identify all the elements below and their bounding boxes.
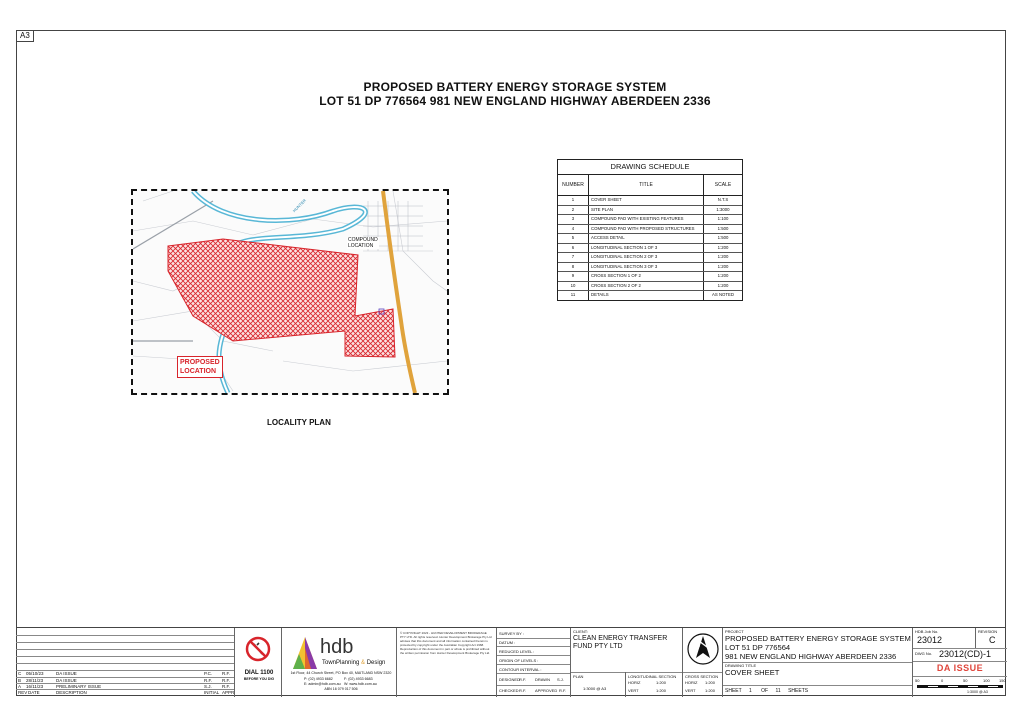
approved-label: APPROVED xyxy=(535,688,558,693)
schedule-cell-number: 2 xyxy=(558,205,589,215)
scale-tick-2: 50 xyxy=(963,678,968,683)
dial-line-2: BEFORE YOU DIG xyxy=(243,677,275,681)
schedule-cell-number: 9 xyxy=(558,272,589,282)
schedule-col-number: NUMBER xyxy=(558,175,589,196)
schedule-row xyxy=(558,262,742,272)
dial-line-1: DIAL 1100 xyxy=(244,670,274,676)
schedule-cell-title: COVER SHEET xyxy=(589,196,704,206)
long-vert-label: VERT xyxy=(628,688,639,693)
revision-value: C xyxy=(989,635,996,645)
drawing-title-label: DRAWING TITLE xyxy=(725,663,757,668)
job-block xyxy=(912,628,1006,697)
schedule-cell-title: DETAILS xyxy=(589,291,704,300)
survey-by-label: SURVEY BY : xyxy=(499,631,524,636)
revision-appr: R.F. xyxy=(222,671,231,676)
new-england-highway xyxy=(383,191,415,393)
revision-table xyxy=(16,628,234,697)
cross-vert-value: 1:200 xyxy=(705,688,716,693)
schedule-col-title: TITLE xyxy=(589,175,704,196)
schedule-cell-number: 6 xyxy=(558,243,589,253)
revision-desc: PRELIMINARY ISSUE xyxy=(56,684,102,689)
scale-tick-1: 0 xyxy=(941,678,944,683)
rev-col-initial: INITIAL xyxy=(204,690,220,695)
schedule-cell-scale: 1:500 xyxy=(704,234,743,244)
dwg-no-label: DWG No. xyxy=(915,651,933,656)
plan-scale-value: 1:3000 @ A3 xyxy=(583,686,607,691)
sheets-label: SHEETS xyxy=(788,688,809,694)
company-address: 1st Floor, 44 Church Street, PO Box 40, MAITLAND NSW 2320 xyxy=(290,671,392,675)
schedule-cell-title: CROSS SECTION 1 OF 2 xyxy=(589,272,704,282)
of-label: OF xyxy=(761,688,769,694)
dwg-no-value: 23012(CD)-1 xyxy=(939,649,992,659)
revision-date: 16/11/23 xyxy=(26,684,44,689)
river-label: HUNTER xyxy=(291,197,307,214)
compound-location-label xyxy=(347,237,379,249)
schedule-row xyxy=(558,224,742,234)
company-fax: F: (02) 4933 6683 xyxy=(344,677,373,681)
drawn-label: DRAWN xyxy=(535,677,550,682)
drawn-value: S.J. xyxy=(557,677,564,682)
cross-section-label: CROSS SECTION xyxy=(685,674,719,679)
schedule-heading: DRAWING SCHEDULE xyxy=(558,160,742,175)
schedule-row xyxy=(558,253,742,263)
company-email: E: admin@hdb.com.au xyxy=(304,682,341,686)
schedule-row xyxy=(558,281,742,291)
schedule-row xyxy=(558,234,742,244)
north-arrow-block xyxy=(682,628,722,697)
schedule-cell-scale: 1:200 xyxy=(704,253,743,263)
revision-initial: P.C. xyxy=(204,671,213,676)
cross-horiz-label: HORIZ xyxy=(685,680,698,685)
schedule-row xyxy=(558,205,742,215)
scales-block xyxy=(571,672,683,697)
north-arrow-icon xyxy=(686,632,720,666)
schedule-col-scale: SCALE xyxy=(704,175,743,196)
revision-initial: R.F. xyxy=(204,678,213,683)
copyright-block xyxy=(396,628,496,697)
schedule-cell-number: 1 xyxy=(558,196,589,206)
sheet-size-tag: A3 xyxy=(16,30,34,42)
rev-col-description: DESCRIPTION xyxy=(56,690,87,695)
schedule-cell-title: LONGITUDINAL SECTION 1 OF 3 xyxy=(589,243,704,253)
revision-label: REVISION xyxy=(978,629,998,634)
tagline-a: TownPlanning xyxy=(322,660,360,666)
schedule-row xyxy=(558,215,742,225)
rev-col-rev: REV xyxy=(18,690,28,695)
no-dig-icon xyxy=(245,636,271,662)
proposed-label-line-2: LOCATION xyxy=(180,368,217,375)
schedule-row xyxy=(558,291,742,300)
approved-value: R.F. xyxy=(559,688,567,693)
scale-bar xyxy=(917,685,1003,688)
client-label: CLIENT: xyxy=(573,629,588,634)
schedule-table xyxy=(558,175,742,300)
schedule-row xyxy=(558,272,742,282)
reduced-level-label: REDUCED LEVEL : xyxy=(499,649,535,654)
schedule-cell-scale: 1:200 xyxy=(704,243,743,253)
sheet-count xyxy=(725,688,808,694)
schedule-row xyxy=(558,243,742,253)
client-block xyxy=(570,628,682,697)
sheet-number: 1 xyxy=(748,688,752,694)
origin-of-levels-label: ORIGIN OF LEVELS : xyxy=(499,658,539,663)
company-abn: ABN 16 079 017 506 xyxy=(324,687,358,691)
drawing-title-line-2: LOT 51 DP 776564 981 NEW ENGLAND HIGHWAY ABERDEEN 2336 xyxy=(319,94,711,108)
title-block xyxy=(16,627,1006,697)
survey-block xyxy=(496,628,570,697)
schedule-cell-number: 11 xyxy=(558,291,589,300)
scale-tick-3: 100 xyxy=(983,678,990,683)
job-no-value: 23012 xyxy=(917,635,943,645)
schedule-cell-number: 10 xyxy=(558,281,589,291)
revision-appr: R.F. xyxy=(222,678,231,683)
company-logo-icon xyxy=(292,636,318,670)
client-line-1: CLEAN ENERGY TRANSFER xyxy=(573,635,668,642)
schedule-cell-title: COMPOUND PAD WITH PROPOSED STRUCTURES xyxy=(589,224,704,234)
schedule-cell-number: 8 xyxy=(558,262,589,272)
company-phone: P: (02) 4933 6682 xyxy=(304,677,333,681)
sheet-total: 11 xyxy=(775,688,781,694)
proposed-location-label xyxy=(177,356,223,378)
project-block xyxy=(722,628,912,697)
compound-label-line-2: LOCATION xyxy=(348,243,374,249)
rev-col-appr: APPR xyxy=(222,690,235,695)
checked-label: CHECKED xyxy=(499,688,519,693)
scale-tick-4: 150 xyxy=(999,678,1006,683)
sheet-label: SHEET xyxy=(725,688,742,694)
proposed-label-line-1: PROPOSED xyxy=(180,359,220,366)
schedule-cell-scale: AS NOTED xyxy=(712,292,734,298)
revision-date: 05/10/23 xyxy=(26,671,44,676)
drawing-schedule xyxy=(557,159,743,301)
revision-rev: C xyxy=(18,671,22,676)
long-horiz-label: HORIZ xyxy=(628,680,641,685)
schedule-cell-number: 3 xyxy=(558,215,589,225)
schedule-cell-title: SITE PLAN xyxy=(589,205,704,215)
project-line-1: PROPOSED BATTERY ENERGY STORAGE SYSTEM xyxy=(725,634,911,643)
datum-label: DATUM : xyxy=(499,640,516,645)
revision-rev: A xyxy=(18,684,22,689)
company-name: hdb xyxy=(320,636,354,658)
plan-scale-label: PLAN xyxy=(573,674,584,679)
project-line-3: 981 NEW ENGLAND HIGHWAY ABERDEEN 2336 xyxy=(725,652,897,661)
copyright-text: © COPYRIGHT 2023 - HUNTER DEVELOPMENT BROKERAGE PTY LTD. All rights reserved. Hunter Development Brokerage Pty Ltd advises that this document and all information contained therein is protected by copyright under the Australian Copyright Act 1968. Reproduction of this document in part or whole is prohibited without the written permission from Hunter Development Brokerage Pty Ltd. xyxy=(400,631,492,655)
long-section-label: LONGITUDINAL SECTION xyxy=(628,674,677,679)
schedule-cell-title: COMPOUND PAD WITH EXISTING FEATURES xyxy=(589,215,704,225)
company-tagline xyxy=(322,660,385,666)
schedule-cell-scale: 1:200 xyxy=(704,272,743,282)
schedule-cell-scale: N.T.S xyxy=(704,196,743,206)
schedule-cell-scale: 1:3000 xyxy=(704,205,743,215)
revision-date: 28/11/23 xyxy=(26,678,44,683)
schedule-cell-scale: 1:500 xyxy=(704,224,743,234)
tagline-b: Design xyxy=(366,660,386,666)
revision-rev: B xyxy=(18,678,22,683)
revision-desc: DA ISSUE xyxy=(56,678,77,683)
schedule-cell-title: LONGITUDINAL SECTION 2 OF 3 xyxy=(589,253,704,263)
status-badge: DA ISSUE xyxy=(936,663,984,673)
locality-plan-caption: LOCALITY PLAN xyxy=(267,418,331,427)
dial-before-you-dig xyxy=(234,628,281,697)
revision-desc: DA ISSUE xyxy=(56,671,77,676)
scale-tick-0: 50 xyxy=(915,678,920,683)
scale-note: 1:3000 @ A3 xyxy=(967,690,988,694)
designed-label: DESIGNED xyxy=(499,677,520,682)
revision-appr: R.F. xyxy=(222,684,231,689)
schedule-cell-scale: 1:200 xyxy=(704,262,743,272)
company-block xyxy=(281,628,396,697)
tagline-amp: & xyxy=(361,660,366,666)
cross-horiz-value: 1:200 xyxy=(705,680,716,685)
contour-interval-label: CONTOUR INTERVAL : xyxy=(499,667,542,672)
compound-label-line-1: COMPOUND xyxy=(348,237,378,243)
drawing-title-line-1: PROPOSED BATTERY ENERGY STORAGE SYSTEM xyxy=(363,80,667,94)
project-line-2: LOT 51 DP 776564 xyxy=(725,643,791,652)
locality-map xyxy=(131,189,449,395)
job-no-label: HDB Job No. xyxy=(915,629,939,634)
schedule-cell-title: CROSS SECTION 2 OF 2 xyxy=(589,281,704,291)
schedule-cell-number: 7 xyxy=(558,253,589,263)
cross-vert-label: VERT xyxy=(685,688,696,693)
schedule-cell-title: ACCESS DETAIL xyxy=(589,234,704,244)
schedule-cell-scale: 1:100 xyxy=(704,215,743,225)
long-vert-value: 1:200 xyxy=(656,688,667,693)
drawing-title-value: COVER SHEET xyxy=(725,668,780,677)
schedule-cell-number: 4 xyxy=(558,224,589,234)
schedule-cell-number: 5 xyxy=(558,234,589,244)
rev-col-date: DATE xyxy=(28,690,40,695)
designed-value: R.F. xyxy=(519,677,527,682)
revision-initial: S.J. xyxy=(204,684,212,689)
project-label: PROJECT xyxy=(725,629,744,634)
schedule-cell-title: LONGITUDINAL SECTION 3 OF 3 xyxy=(589,262,704,272)
company-web: W: www.hdb.com.au xyxy=(344,682,377,686)
schedule-cell-scale: 1:200 xyxy=(704,281,743,291)
checked-value: R.F. xyxy=(519,688,527,693)
proposed-site-hatch xyxy=(168,239,395,357)
client-line-2: FUND PTY LTD xyxy=(573,643,623,650)
schedule-row xyxy=(558,196,742,206)
long-horiz-value: 1:200 xyxy=(656,680,667,685)
